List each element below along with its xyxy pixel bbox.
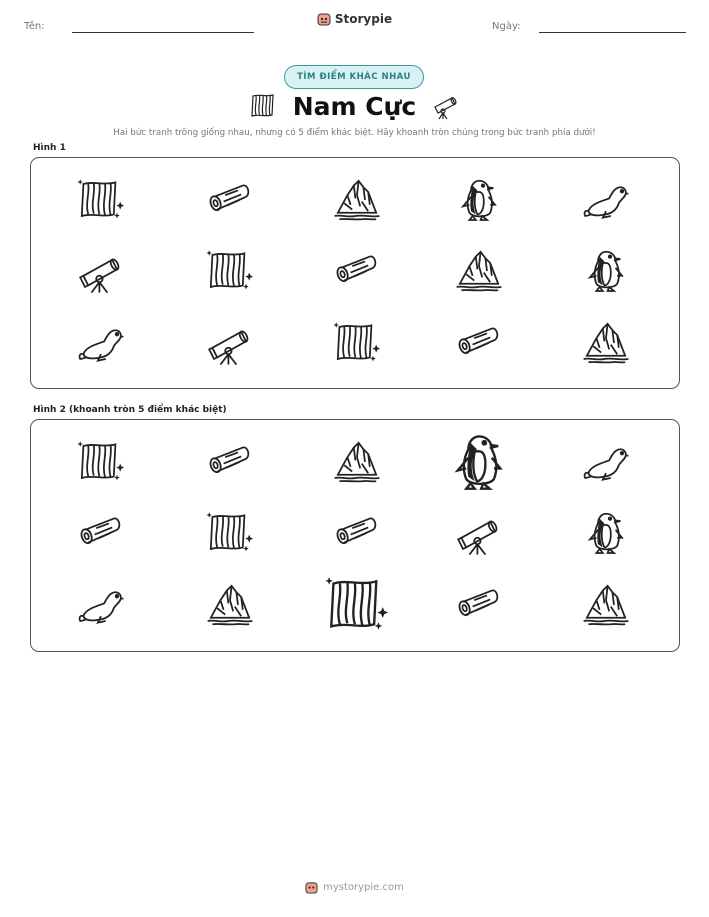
penguin-icon xyxy=(455,177,503,223)
aurora-icon[interactable] xyxy=(206,510,254,556)
page-title: Nam Cực xyxy=(292,92,417,121)
log-icon[interactable] xyxy=(333,510,381,556)
brand-logo xyxy=(0,12,709,26)
name-line[interactable] xyxy=(72,32,254,33)
seal-icon xyxy=(582,177,630,223)
penguin-icon[interactable] xyxy=(582,510,630,556)
activity-badge: TÌM ĐIỂM KHÁC NHAU xyxy=(284,65,424,89)
telescope-icon[interactable] xyxy=(455,510,503,556)
telescope-icon xyxy=(206,320,254,366)
iceberg-icon xyxy=(582,320,630,366)
storypie-mascot-icon xyxy=(305,881,318,894)
instructions: Hai bức tranh trông giống nhau, nhưng có 5 điểm khác biệt. Hãy khoanh tròn chúng trong bức tranh phía dưới! xyxy=(113,128,596,138)
log-icon[interactable] xyxy=(77,510,125,556)
aurora-icon xyxy=(206,248,254,294)
iceberg-icon xyxy=(333,177,381,223)
storypie-mascot-icon xyxy=(317,12,331,26)
name-label: Tên: xyxy=(24,21,45,32)
footer-url[interactable]: mystorypie.com xyxy=(323,882,404,893)
seal-icon xyxy=(77,320,125,366)
penguin-icon[interactable] xyxy=(447,427,511,497)
seal-icon[interactable] xyxy=(77,582,125,628)
iceberg-icon xyxy=(455,248,503,294)
footer xyxy=(0,881,709,894)
log-icon xyxy=(455,320,503,366)
picture2-frame[interactable] xyxy=(30,419,680,652)
brand-name: Storypie xyxy=(334,12,393,26)
aurora-icon xyxy=(333,320,381,366)
aurora-icon[interactable] xyxy=(77,439,125,485)
log-icon[interactable] xyxy=(206,439,254,485)
telescope-icon xyxy=(77,248,125,294)
telescope-icon xyxy=(430,92,460,120)
seal-icon[interactable] xyxy=(582,439,630,485)
aurora-icon[interactable] xyxy=(324,575,390,635)
aurora-icon xyxy=(77,177,125,223)
picture1-label: Hình 1 xyxy=(33,143,66,153)
picture1-frame xyxy=(30,157,680,389)
iceberg-icon[interactable] xyxy=(333,439,381,485)
iceberg-icon[interactable] xyxy=(206,582,254,628)
penguin-icon xyxy=(582,248,630,294)
date-line[interactable] xyxy=(539,32,686,33)
log-icon xyxy=(206,177,254,223)
log-icon xyxy=(333,248,381,294)
date-label: Ngày: xyxy=(492,21,521,32)
picture2-label: Hình 2 (khoanh tròn 5 điểm khác biệt) xyxy=(33,405,227,415)
iceberg-icon[interactable] xyxy=(582,582,630,628)
log-icon[interactable] xyxy=(455,582,503,628)
